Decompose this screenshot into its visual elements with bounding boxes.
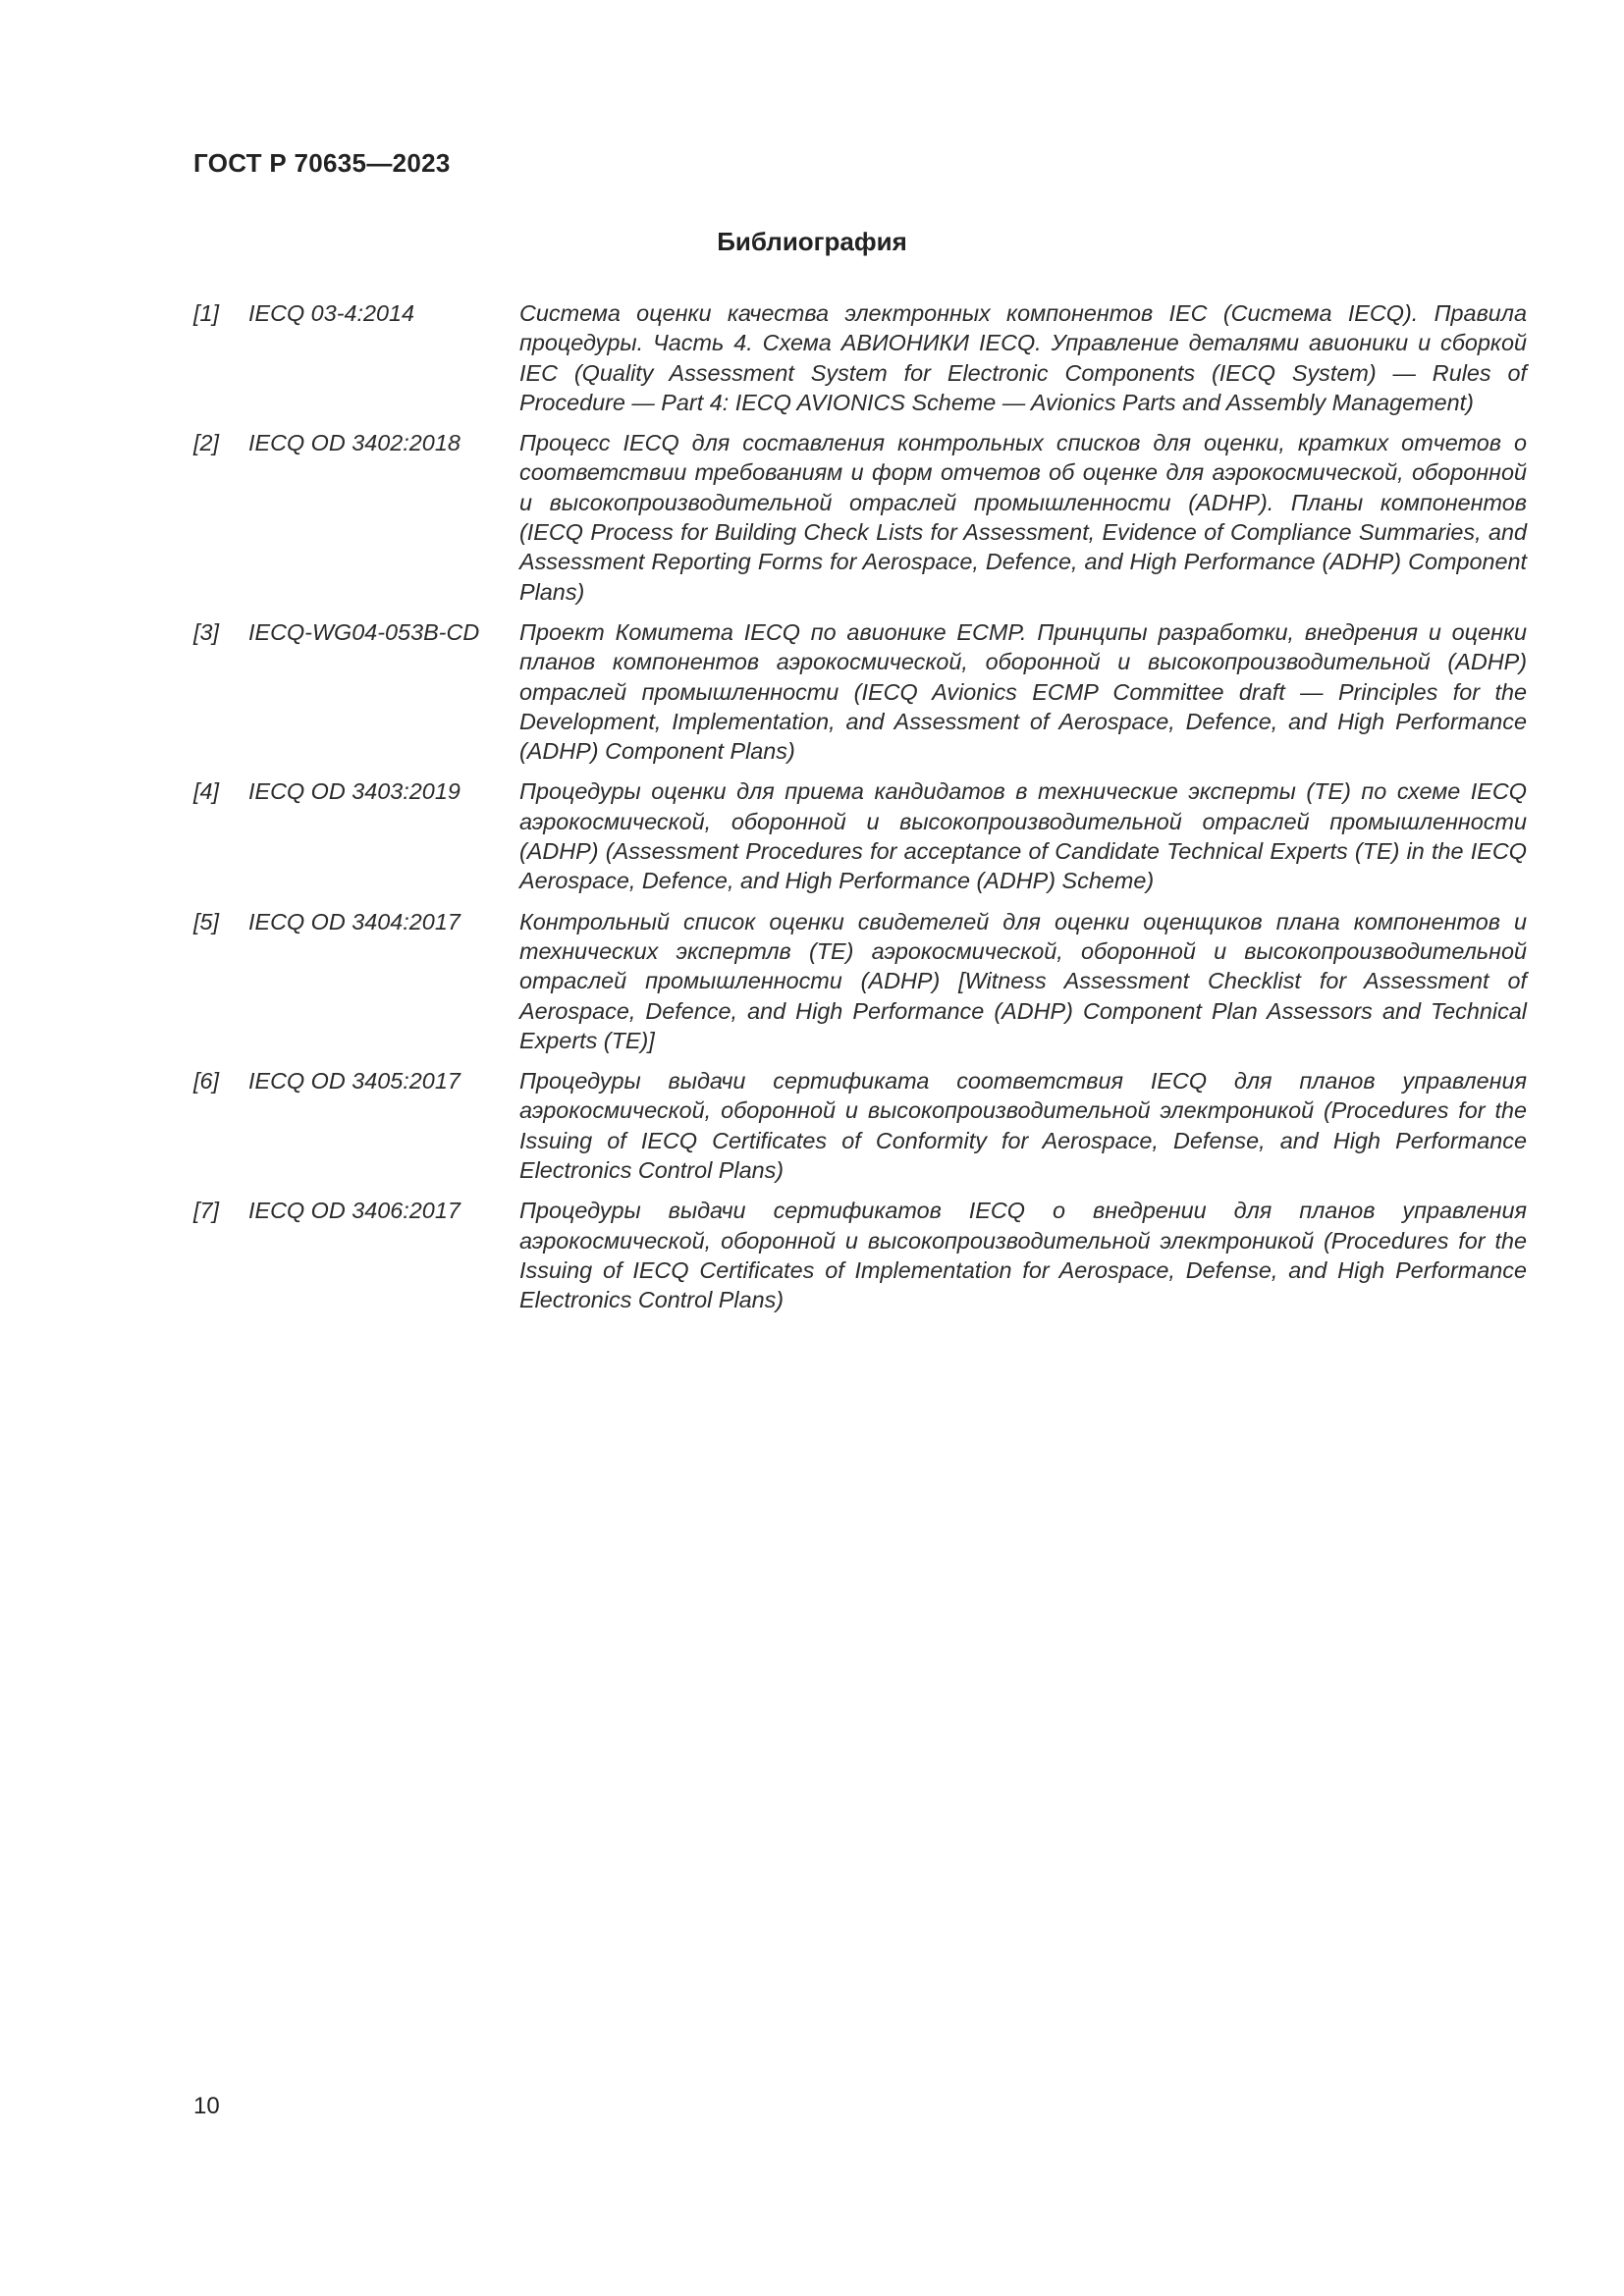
entry-number: [4] xyxy=(193,778,220,805)
entry-number: [2] xyxy=(193,430,220,456)
bibliography-entry-2 xyxy=(193,428,1527,607)
bibliography-entry-1 xyxy=(193,298,1527,417)
entry-description: Проект Комитета IECQ по авионике ECMP. Принципы разработки, внедрения и оценки планов компонентов аэрокосмической, оборонной и высокопроизводительной (ADHP) отраслей промышленности (IECQ Avionics ECMP Committee draft — Principles for the Development, Implementation, and Assessment of Aerospace, Defence, and High Performance (ADHP) Component Plans) xyxy=(519,618,1527,765)
entry-number: [3] xyxy=(193,618,220,645)
page-number: 10 xyxy=(193,2093,220,2119)
bibliography-entry-5 xyxy=(193,907,1527,1055)
entry-description: Процедуры оценки для приема кандидатов в технические эксперты (TE) по схеме IECQ аэрокосмической, оборонной и высокопроизводительной отраслей промышленности (ADHP) (Assessment Procedures for acceptance of Candidate Technical Experts (TE) in the IECQ Aerospace, Defence, and High Performance (ADHP) Scheme) xyxy=(519,778,1527,894)
entry-description: Процедуры выдачи сертификата соответствия IECQ для планов управления аэрокосмической, оборонной и высокопроизводительной электроникой (Procedures for the Issuing of IECQ Certificates of Conformity for Aerospace, Defense, and High Performance Electronics Control Plans) xyxy=(519,1068,1527,1184)
bibliography-entry-6 xyxy=(193,1066,1527,1185)
entry-description: Процесс IECQ для составления контрольных списков для оценки, кратких отчетов о соответствии требованиям и форм отчетов об оценке для аэрокосмической, оборонной и высокопроизводительной отраслей промышленности (ADHP). Планы компонентов (IECQ Process for Building Check Lists for Assessment, Evidence of Compliance Summaries, and Assessment Reporting Forms for Aerospace, Defence, and High Performance (ADHP) Component Plans) xyxy=(519,430,1527,605)
entry-code: IECQ OD 3403:2019 xyxy=(248,778,460,805)
bibliography-entry-4 xyxy=(193,776,1527,895)
entry-number: [5] xyxy=(193,908,220,934)
entry-description: Процедуры выдачи сертификатов IECQ о внедрении для планов управления аэрокосмической, оборонной и высокопроизводительной электроникой (Procedures for the Issuing of IECQ Certificates of Implementation for Aerospace, Defense, and High Performance Electronics Control Plans) xyxy=(519,1198,1527,1313)
entry-description: Система оценки качества электронных компонентов IEC (Система IECQ). Правила процедуры. Часть 4. Схема АВИОНИКИ IECQ. Управление деталями авионики и сборкой IEC (Quality Assessment System for Electronic Components (IECQ System) — Rules of Procedure — Part 4: IECQ AVIONICS Scheme — Avionics Parts and Assembly Management) xyxy=(519,300,1527,415)
standard-designation: ГОСТ Р 70635—2023 xyxy=(193,148,451,178)
bibliography-entry-3 xyxy=(193,617,1527,766)
bibliography-title: Библиография xyxy=(717,227,907,256)
entry-description: Контрольный список оценки свидетелей для оценки оценщиков плана компонентов и технических экспертлв (TE) аэрокосмической, оборонной и высокопроизводительной отраслей промышленности (ADHP) [Witness Assessment Checklist for Assessment of Aerospace, Defence, and High Performance (ADHP) Component Plan Assessors and Technical Experts (TE)] xyxy=(519,908,1527,1053)
bibliography-list xyxy=(193,298,1527,1326)
entry-number: [6] xyxy=(193,1068,220,1095)
bibliography-entry-7 xyxy=(193,1196,1527,1314)
entry-code: IECQ 03-4:2014 xyxy=(248,300,415,326)
entry-code: IECQ OD 3402:2018 xyxy=(248,430,460,456)
entry-code: IECQ OD 3404:2017 xyxy=(248,908,460,934)
entry-code: IECQ OD 3405:2017 xyxy=(248,1068,460,1095)
entry-code: IECQ-WG04-053B-CD xyxy=(248,618,480,645)
entry-number: [7] xyxy=(193,1198,220,1224)
entry-number: [1] xyxy=(193,300,220,326)
entry-code: IECQ OD 3406:2017 xyxy=(248,1198,460,1224)
